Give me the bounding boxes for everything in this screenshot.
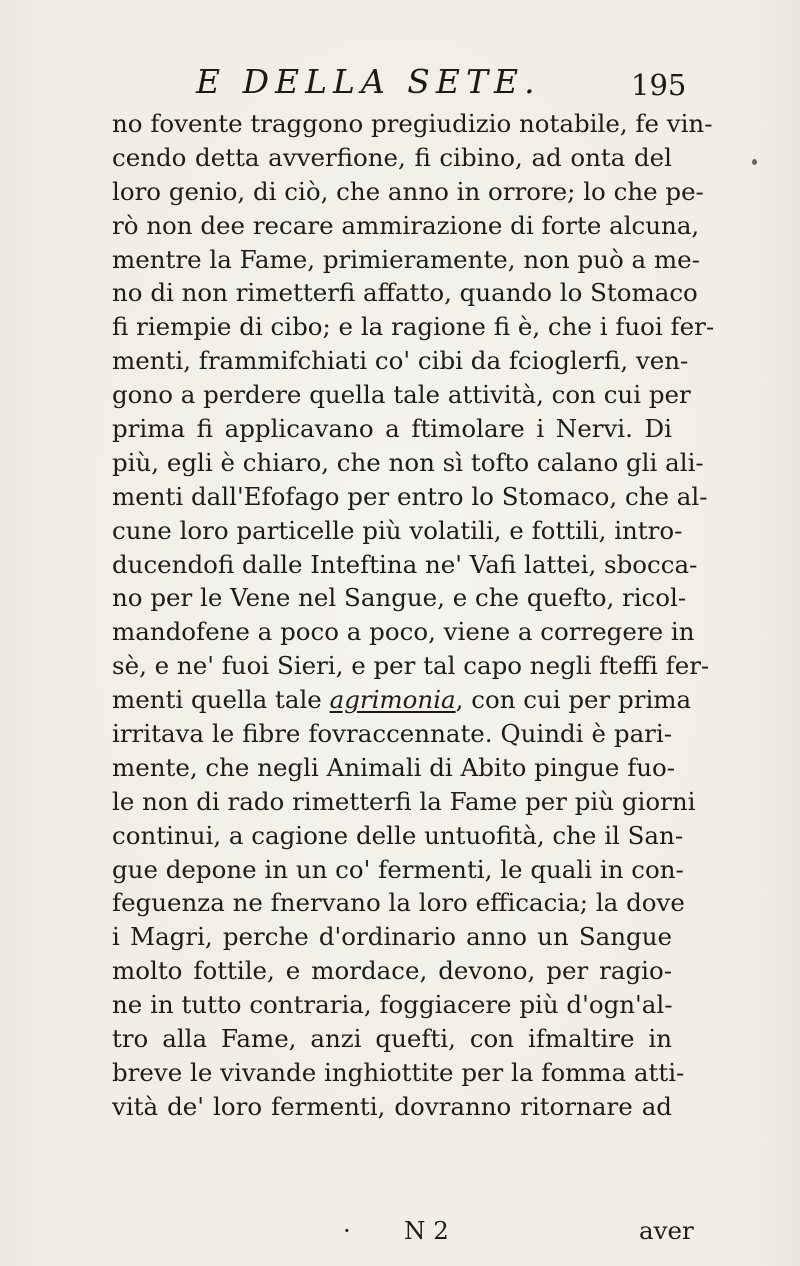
text-line: irritava le fibre fovraccennate. Quindi è pari- <box>112 719 672 749</box>
text-line: menti, frammifchiati co' cibi da fcioglerfi, ven- <box>112 346 689 376</box>
text-line-with-emphasis <box>112 683 692 717</box>
text-run: , con cui per prima <box>455 685 692 715</box>
text-line: vità de' loro fermenti, dovranno ritornare ad <box>112 1091 672 1121</box>
ink-speck <box>752 159 757 165</box>
text-line: fi riempie di cibo; e la ragione fi è, che i fuoi fer- <box>112 312 715 342</box>
text-line: gue depone in un co' fermenti, le quali in con- <box>112 854 684 884</box>
text-line: mentre la Fame, primieramente, non può a me- <box>112 244 700 274</box>
footer-line <box>112 1214 694 1248</box>
body-text <box>112 107 715 1124</box>
catchword: aver <box>639 1216 694 1245</box>
text-line: sè, e ne' fuoi Sieri, e per tal capo negli fteffi fer- <box>112 651 710 681</box>
text-line: prima fi applicavano a ftimolare i Nervi. Di <box>112 414 672 444</box>
text-line: ne in tutto contraria, foggiacere più d'ogn'al- <box>112 990 673 1020</box>
text-line: loro genio, di ciò, che anno in orrore; lo che pe- <box>112 176 704 206</box>
text-line: ducendofi dalle Inteftina ne' Vafi lattei, sbocca- <box>112 549 698 579</box>
footer-dot: · <box>343 1216 351 1245</box>
text-line: cune loro particelle più volatili, e fottili, intro- <box>112 515 683 545</box>
text-line: menti dall'Efofago per entro lo Stomaco, che al- <box>112 481 708 511</box>
text-line: no di non rimetterfi affatto, quando lo Stomaco <box>112 278 698 308</box>
text-line: continui, a cagione delle untuofità, che il San- <box>112 820 684 850</box>
page-number: 195 <box>631 68 687 102</box>
text-line: mandofene a poco a poco, viene a corregere in <box>112 617 695 647</box>
text-line: i Magri, perche d'ordinario anno un Sangue <box>112 922 672 952</box>
text-line: rò non dee recare ammirazione di forte alcuna, <box>112 210 700 240</box>
text-line: no fovente traggono pregiudizio notabile, fe vin- <box>112 109 713 138</box>
text-line: più, egli è chiaro, che non sì tofto calano gli ali- <box>112 447 704 477</box>
text-line: tro alla Fame, anzi quefti, con ifmaltire in <box>112 1024 672 1054</box>
text-line: molto fottile, e mordace, devono, per ragio- <box>112 956 672 986</box>
signature-mark: N 2 <box>404 1216 449 1245</box>
text-line: no per le Vene nel Sangue, e che quefto, ricol- <box>112 583 687 613</box>
emphasis-word: agrimonia <box>329 685 456 715</box>
text-run: menti quella tale <box>112 685 330 715</box>
text-line: cendo detta avverfione, fi cibino, ad onta del <box>112 142 672 172</box>
running-head: E DELLA SETE. <box>196 62 541 101</box>
text-line: gono a perdere quella tale attività, con cui per <box>112 380 691 410</box>
text-line: le non di rado rimetterfi la Fame per più giorni <box>112 786 696 816</box>
text-line: mente, che negli Animali di Abito pingue fuo- <box>112 752 676 782</box>
text-line: breve le vivande inghiottite per la fomma atti- <box>112 1057 685 1087</box>
text-line: feguenza ne fnervano la loro efficacia; la dove <box>112 888 685 918</box>
